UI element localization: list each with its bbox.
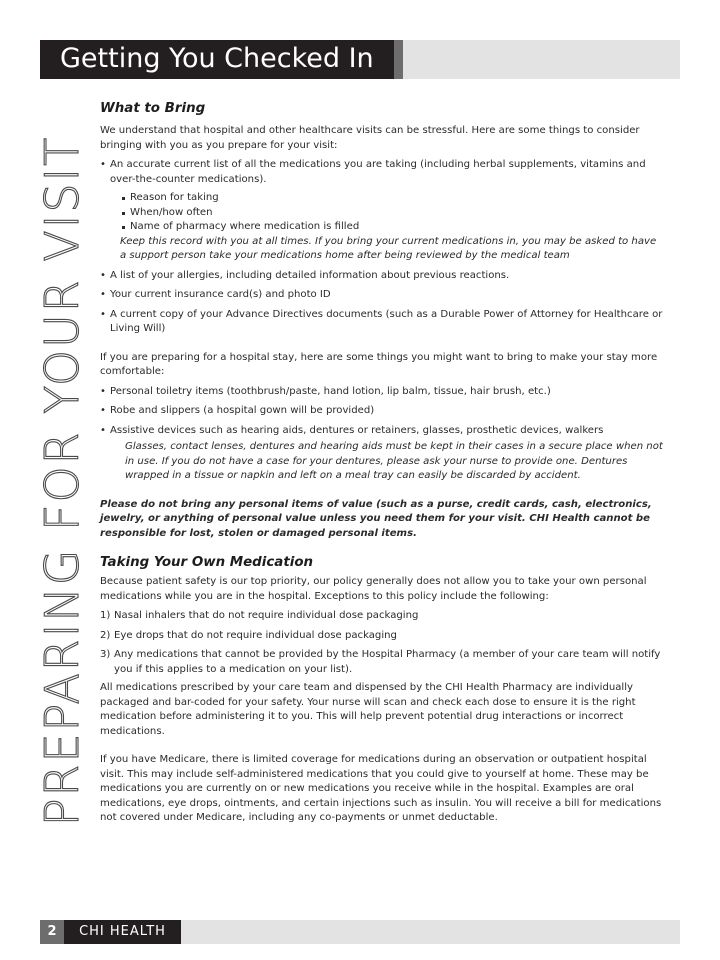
list-item: Reason for taking — [110, 191, 664, 206]
list-item: • Personal toiletry items (toothbrush/paste, hand lotion, lip balm, tissue, hair brush, etc.) — [100, 385, 664, 400]
medication-list-item: An accurate current list of all the medications you are taking (including herbal supplements, vitamins and over-the-counter medications). — [110, 159, 646, 185]
list-number: 1) — [100, 610, 111, 621]
list-item: • Assistive devices such as hearing aids, dentures or retainers, glasses, prosthetic devices, walkers — [100, 424, 664, 439]
medicare-paragraph: If you have Medicare, there is limited coverage for medications during an observation or outpatient hospital visit. This may include self-administered medications that you could give to yourself at home. These may be medications you are currently on or new medications you receive while in the hospital. Examples are oral medications, eye drops, ointments, and certain injections such as insulin. You will receive a bill for medications not covered under Medicare, including any co-payments or unmet deductable. — [100, 754, 662, 823]
stay-list — [100, 385, 664, 439]
list-number: 3) — [100, 649, 111, 660]
list-number: 2) — [100, 629, 111, 641]
own-medication-intro: Because patient safety is our top priority, our policy generally does not allow you to take your own personal medications while you are in the hospital. Exceptions to this policy include the following: — [100, 576, 647, 602]
hospital-stay-intro: If you are preparing for a hospital stay, here are some things you might want to bring to make your stay more comfortable: — [100, 351, 658, 377]
list-item: When/how often — [110, 206, 664, 221]
list-text: Any medications that cannot be provided by the Hospital Pharmacy (a member of your care team will notify you if this applies to a medication on your list). — [114, 649, 661, 675]
footer-brand: CHI HEALTH — [64, 920, 181, 944]
list-item — [100, 648, 664, 677]
list-item: • A list of your allergies, including detailed information about previous reactions. — [100, 269, 664, 284]
valuables-warning: Please do not bring any personal items of value (such as a purse, credit cards, cash, electronics, jewelry, or anything of personal value unless you need them for your visit. CHI Health cannot be responsible for lost, stolen or damaged personal items. — [100, 498, 652, 539]
own-medication-heading: Taking Your Own Medication — [100, 555, 314, 570]
what-to-bring-intro: We understand that hospital and other healthcare visits can be stressful. Here are some things to consider bringing with you as you prepare for your visit: — [100, 125, 640, 151]
list-text: Eye drops that do not require individual dose packaging — [114, 629, 397, 641]
list-item: • Your current insurance card(s) and photo ID — [100, 288, 664, 303]
list-item: Name of pharmacy where medication is filled — [110, 220, 664, 235]
list-item — [100, 609, 664, 624]
list-text: Nasal inhalers that do not require individual dose packaging — [114, 610, 419, 621]
list-item: • A current copy of your Advance Directives documents (such as a Durable Power of Attorney for Healthcare or Living Will) — [100, 308, 664, 337]
dentures-note: Glasses, contact lenses, dentures and hearing aids must be kept in their cases in a secure place when not in use. If you do not have a case for your dentures, please ask your nurse to provide one. Dentures wrapped in a tissue or napkin and left on a meal tray can easily be discarded by accident. — [125, 441, 663, 481]
main-content — [100, 100, 664, 826]
what-to-bring-heading: What to Bring — [100, 101, 206, 116]
medication-details-list — [110, 191, 664, 235]
list-item: • Robe and slippers (a hospital gown will be provided) — [100, 404, 664, 419]
page-number: 2 — [40, 920, 64, 944]
header-title-box — [40, 40, 403, 79]
bring-list — [100, 158, 664, 337]
side-section-label: PREPARING FOR YOUR VISIT — [35, 135, 89, 827]
list-item — [100, 629, 664, 644]
medication-note: Keep this record with you at all times. If you bring your current medications in, you may be asked to have a support person take your medications home after being reviewed by the medical team — [120, 235, 657, 261]
pharmacy-paragraph: All medications prescribed by your care team and dispensed by the CHI Health Pharmacy are individually packaged and bar-coded for your safety. Your nurse will scan and check each dose to ensure it is the right medication before administering it to you. This will help prevent potential drug interactions or incorrect medications. — [100, 682, 636, 737]
page-title: Getting You Checked In — [60, 43, 374, 74]
exceptions-list — [100, 609, 664, 677]
list-item — [100, 158, 664, 264]
